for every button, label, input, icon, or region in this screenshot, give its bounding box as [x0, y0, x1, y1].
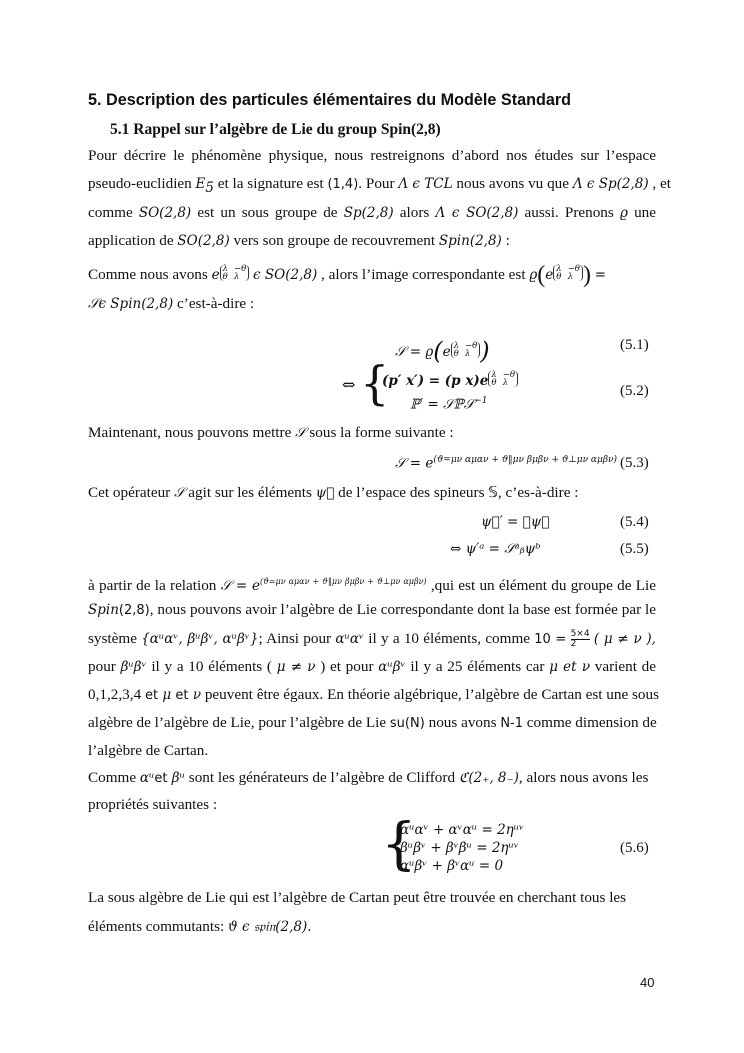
- matrix-exponent: [220, 265, 250, 281]
- text: , alors nous avons les: [518, 769, 649, 786]
- section-heading: 5. Description des particules élémentaires du Modèle Standard: [88, 91, 572, 109]
- matrix-entry: −θ: [234, 264, 247, 274]
- equation-5-5: ⇔ ψ′ᵃ = 𝒮ᵃᵦψᵇ: [450, 541, 541, 557]
- equation-5-6-row: βᵘβᵛ + βᵛβᵘ = 2ηᵘᵛ: [400, 840, 519, 856]
- text: système: [88, 630, 142, 647]
- matrix-entry: θ: [491, 378, 497, 388]
- text: pour: [88, 658, 121, 675]
- paragraph-line: Pour décrire le phénomène physique, nous restreignons d’abord nos études sur l’espace: [88, 147, 656, 164]
- text: et: [175, 688, 189, 703]
- text: agit sur les éléments: [184, 484, 316, 501]
- matrix-entry: λ: [465, 349, 471, 359]
- text: pseudo-euclidien: [88, 175, 196, 192]
- text: il y a 10 éléments, comme: [364, 630, 535, 647]
- matrix-entry: λ: [234, 272, 240, 282]
- paren: (: [433, 337, 443, 365]
- paragraph-line: [88, 601, 656, 620]
- text: ,qui est un élément du groupe de Lie: [426, 577, 656, 595]
- math: ϱ: [529, 267, 538, 283]
- paragraph-line: [88, 686, 660, 705]
- math: (2,8): [118, 603, 150, 618]
- math: βᵘ: [167, 770, 185, 786]
- text: :: [501, 232, 510, 249]
- equation-number: (5.3): [620, 455, 649, 471]
- math: αᵘ: [139, 770, 155, 786]
- text: éléments commutants:: [88, 918, 229, 935]
- text: comme dimension de: [523, 714, 657, 731]
- text: N-1: [500, 716, 523, 731]
- math: Λ ϵ Sp(2,8): [572, 176, 649, 192]
- matrix-exponent: [488, 371, 518, 387]
- math: ϱ: [619, 205, 628, 221]
- text: et la signature est: [214, 175, 328, 192]
- math: Spin(2,8): [438, 233, 502, 249]
- text: sont les générateurs de l’algèbre de Clifford: [185, 769, 459, 786]
- fraction-numerator: 5×4: [570, 629, 590, 640]
- math-superscript: −1: [474, 396, 488, 406]
- subsection-heading: 5.1 Rappel sur l’algèbre de Lie du group Spin(2,8): [110, 121, 441, 138]
- text: ) et pour: [315, 658, 379, 675]
- matrix-entry: θ: [453, 349, 459, 359]
- math: βᵘβᵛ: [120, 659, 147, 675]
- math: SO(2,8): [138, 205, 192, 221]
- math: αᵘαᵛ: [335, 631, 365, 647]
- math: 𝒮 = ϱ: [395, 344, 434, 360]
- paragraph-line: [88, 204, 656, 222]
- equation-number: (5.1): [620, 337, 649, 353]
- matrix-exponent: [553, 265, 583, 281]
- math: αᵘβᵛ: [378, 659, 406, 675]
- matrix-entry: θ: [556, 272, 562, 282]
- text: de l’espace des spineurs 𝕊, c’es-à-dire :: [334, 484, 579, 501]
- equation-5-6-row: αᵘαᵛ + αᵛαᵘ = 2ηᵘᵛ: [400, 822, 525, 838]
- text: et: [154, 771, 168, 786]
- math: ℭ(2₊, 8₋): [458, 770, 519, 786]
- math: {αᵘαᵛ, βᵘβᵛ, αᵘβᵛ}: [141, 631, 259, 647]
- paragraph-line: [88, 424, 656, 442]
- matrix-entry: −θ: [502, 370, 515, 380]
- text: il y a 10 éléments (: [146, 658, 277, 675]
- paragraph-line: [88, 630, 656, 649]
- paragraph-line: La sous algèbre de Lie qui est l’algèbre de Cartan peut être trouvée en cherchant tous les: [88, 889, 627, 906]
- text: une: [627, 204, 656, 221]
- math: Spin: [88, 602, 119, 618]
- text: Maintenant, nous pouvons mettre: [88, 424, 296, 441]
- math: ψ⃗: [315, 485, 335, 501]
- equation-number: (5.5): [620, 541, 649, 557]
- equation-number: (5.2): [620, 383, 649, 399]
- math: ϵ 𝔰𝔭𝔦𝔫(2,8).: [237, 919, 312, 935]
- math: =: [594, 267, 607, 283]
- text: et: [144, 688, 159, 703]
- paragraph-line: [88, 232, 656, 250]
- equation-5-1: [395, 337, 490, 365]
- text: algèbre de l’algèbre de Lie, pour l’algèbre de Lie: [88, 714, 390, 731]
- math: E: [195, 176, 206, 192]
- text: ; Ainsi pour: [258, 630, 336, 647]
- matrix-entry: λ: [567, 272, 574, 282]
- math: Λ ϵ TCL: [398, 176, 453, 192]
- text: 0,1,2,3,4: [88, 686, 145, 703]
- fraction-denominator: 2: [570, 639, 577, 650]
- text: est un sous groupe de: [191, 204, 344, 221]
- text: , alors l’image correspondante est: [317, 266, 530, 283]
- text: application de: [88, 232, 178, 249]
- math: μ et ν: [549, 659, 591, 675]
- text: , et: [648, 175, 671, 192]
- math: ν: [188, 687, 202, 703]
- math-subscript: 5: [205, 180, 214, 197]
- math: ( μ ≠ ν ),: [593, 631, 656, 647]
- math: 10 =: [534, 632, 567, 647]
- paragraph-line: [88, 295, 656, 313]
- text: varient de: [590, 658, 656, 675]
- text: à partir de la relation: [88, 577, 221, 595]
- paragraph-line: [88, 175, 671, 197]
- matrix-entry: λ: [556, 264, 562, 274]
- matrix-entry: −θ: [567, 264, 580, 274]
- matrix-entry: λ: [491, 370, 497, 380]
- math: ϑ: [228, 919, 238, 935]
- text: su(N): [389, 716, 425, 731]
- text: peuvent être égaux. En théorie algébrique, l’algèbre de Cartan est une sous: [201, 686, 660, 703]
- fraction: [571, 630, 590, 649]
- text: il y a 25 éléments car: [405, 658, 550, 675]
- equation-5-6-row: αᵘβᵛ + βᵛαᵘ = 0: [400, 858, 504, 874]
- text: Comme: [88, 769, 140, 786]
- brace: {: [360, 356, 390, 410]
- equation-5-2-row2: [410, 396, 487, 413]
- text: alors: [393, 204, 436, 221]
- page-number: 40: [640, 975, 655, 990]
- math: e: [211, 267, 220, 283]
- text: Cet opérateur: [88, 484, 175, 501]
- paragraph-line: [88, 714, 656, 733]
- text: nous avons vu que: [452, 175, 573, 192]
- math: e: [442, 344, 451, 360]
- paragraph-line: l’algèbre de Cartan.: [88, 742, 209, 759]
- paren: ): [582, 262, 591, 288]
- matrix-entry: λ: [502, 378, 509, 388]
- matrix-entry: λ: [453, 341, 460, 351]
- text: nous avons: [424, 714, 501, 731]
- equation-number: (5.4): [620, 514, 649, 530]
- math: (p′ x′) = (p x)e: [382, 373, 489, 389]
- math: ℙ′ = 𝒮ℙ𝒮: [410, 396, 475, 413]
- equation-number: (5.6): [620, 840, 649, 856]
- paragraph-line: [88, 658, 656, 676]
- equation-5-2-row1: [382, 371, 518, 389]
- paragraph-line: propriétés suivantes :: [88, 796, 218, 813]
- math: 𝒮: [174, 485, 185, 501]
- math: 𝒮 = e: [395, 455, 434, 472]
- brace: {: [381, 812, 417, 877]
- math: 𝒮 = e: [220, 578, 260, 595]
- text: aussi. Prenons: [518, 204, 620, 221]
- paren: (: [537, 262, 546, 288]
- math: μ ≠ ν: [276, 659, 316, 675]
- text: vers son groupe de recouvrement: [229, 232, 439, 249]
- math: SO(2,8): [177, 233, 230, 249]
- math: Λ ϵ SO(2,8): [435, 205, 519, 221]
- matrix-entry: −θ: [465, 341, 478, 351]
- paragraph-line: [88, 262, 656, 288]
- math: 𝒮: [295, 425, 306, 441]
- paragraph-line: [88, 484, 656, 502]
- text: , nous pouvons avoir l’algèbre de Lie correspondante dont la base est formée par le: [149, 601, 656, 618]
- math: μ: [158, 687, 176, 703]
- text: c’est-à-dire :: [173, 295, 255, 312]
- text: . Pour: [358, 175, 399, 192]
- paragraph-line: [88, 769, 656, 788]
- paren: ): [480, 337, 490, 365]
- math: 𝒮ϵ Spin(2,8): [88, 296, 174, 312]
- text: Comme nous avons: [88, 266, 212, 283]
- equation-5-4: ψ⃗′ = 𝒮ψ⃗: [481, 514, 550, 530]
- equation-5-3: [395, 455, 617, 472]
- text: comme: [88, 204, 139, 221]
- paragraph-line: [88, 573, 656, 595]
- matrix-entry: λ: [222, 264, 228, 274]
- math-exponent: (ϑ=μν αμαν + ϑ‖μν βμβν + ϑ⊥μν αμβν): [433, 455, 618, 465]
- matrix-entry: θ: [222, 272, 228, 282]
- equation-5-2-arrow: ⇔: [342, 375, 356, 394]
- paragraph-line: [88, 918, 656, 936]
- text: sous la forme suivante :: [305, 424, 454, 441]
- math: e: [545, 267, 554, 283]
- math: (1,4): [327, 177, 359, 192]
- math: ϵ SO(2,8): [253, 267, 318, 283]
- math-exponent: (ϑ=μν αμαν + ϑ‖μν βμβν + ϑ⊥μν αμβν): [259, 577, 427, 586]
- matrix-exponent: [451, 342, 481, 358]
- math: Sp(2,8): [343, 205, 394, 221]
